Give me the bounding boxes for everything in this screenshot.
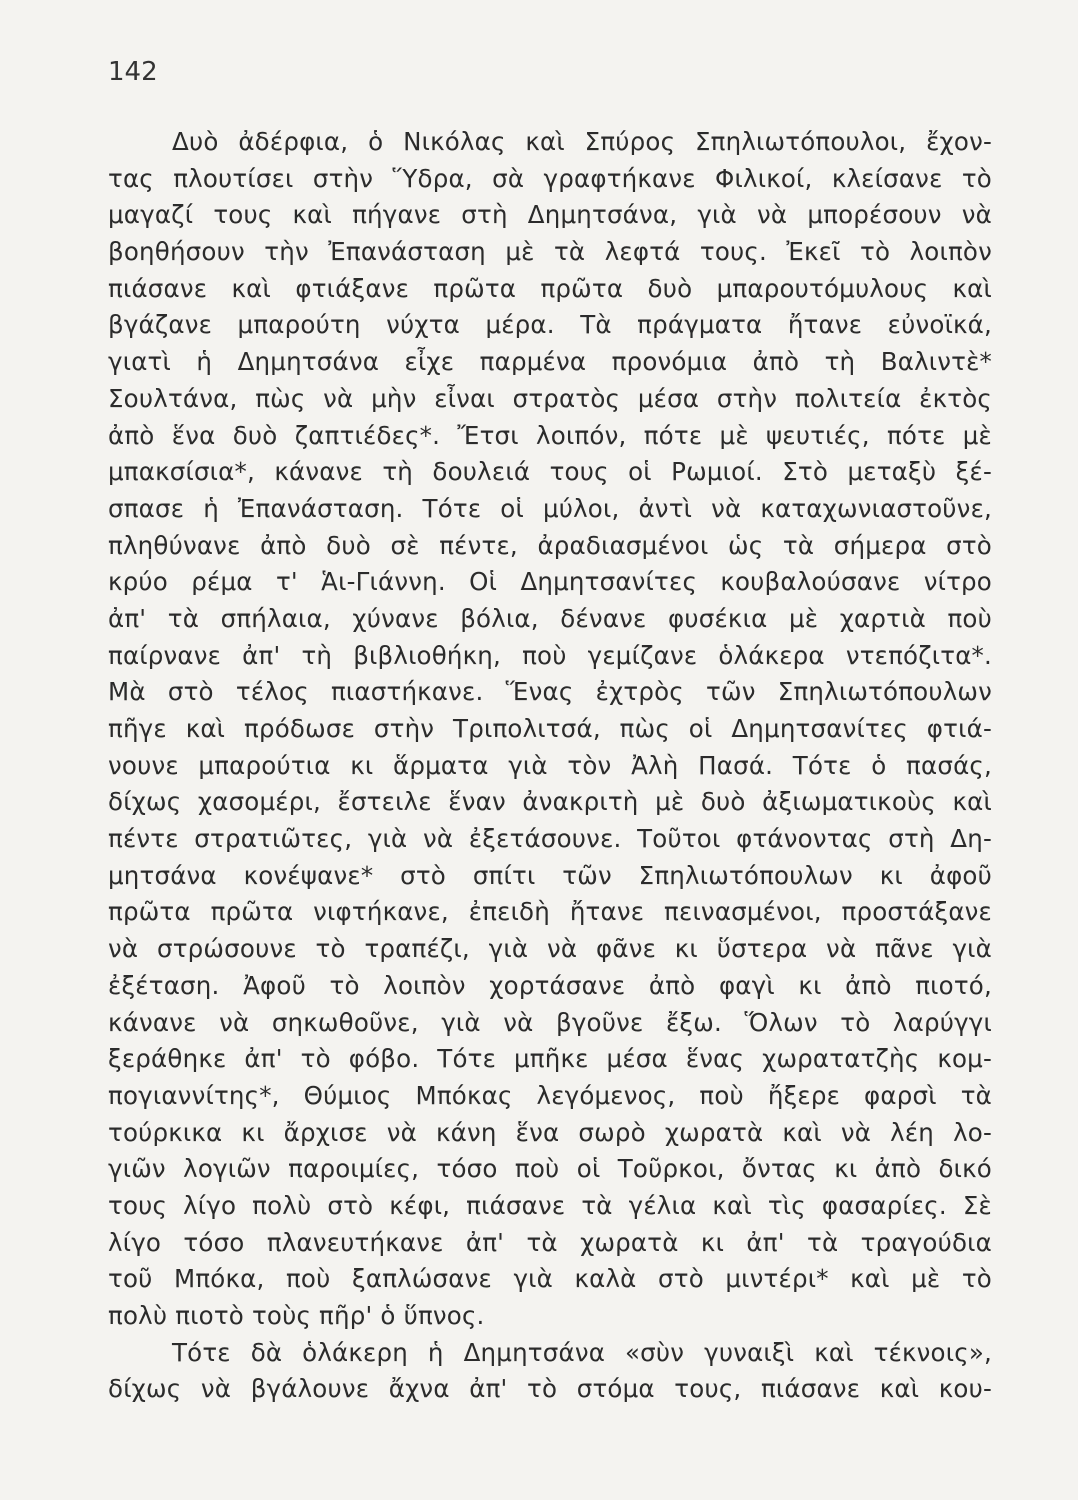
- text-line: τους λίγο πολὺ στὸ κέφι, πιάσανε τὰ γέλια καὶ τὶς φασαρίες. Σὲ: [108, 1190, 992, 1220]
- text-line: ἀπ' τὰ σπήλαια, χύνανε βόλια, δένανε φυσέκια μὲ χαρτιὰ ποὺ: [108, 603, 992, 633]
- text-line: παίρνανε ἀπ' τὴ βιβλιοθήκη, ποὺ γεμίζανε ὁλάκερα ντεπόζιτα*.: [108, 640, 992, 670]
- text-line: πολὺ πιοτὸ τοὺς πῆρ' ὁ ὕπνος.: [108, 1301, 485, 1330]
- text-line: γιατὶ ἡ Δημητσάνα εἶχε παρμένα προνόμια ἀπὸ τὴ Βαλιντὲ*: [108, 347, 992, 377]
- text-line: πέντε στρατιῶτες, γιὰ νὰ ἐξετάσουνε. Τοῦτοι φτάνοντας στὴ Δη-: [108, 824, 992, 854]
- text-line: κρύο ρέμα τ' Ἁι-Γιάννη. Οἱ Δημητσανίτες κουβαλούσανε νίτρο: [108, 567, 992, 597]
- text-line: μαγαζί τους καὶ πήγανε στὴ Δημητσάνα, γιὰ νὰ μπορέσουν νὰ: [108, 200, 992, 230]
- text-line: πῆγε καὶ πρόδωσε στὴν Τριπολιτσά, πὼς οἱ Δημητσανίτες φτιά-: [108, 714, 992, 743]
- text-line: βγάζανε μπαρούτη νύχτα μέρα. Τὰ πράγματα ἤτανε εὐνοϊκά,: [108, 310, 992, 340]
- text-line: ἀπὸ ἕνα δυὸ ζαπτιέδες*. Ἔτσι λοιπόν, πότε μὲ ψευτιές, πότε μὲ: [108, 420, 992, 450]
- text-line: βοηθήσουν τὴν Ἐπανάσταση μὲ τὰ λεφτά τους. Ἐκεῖ τὸ λοιπὸν: [108, 237, 992, 267]
- text-line: τας πλουτίσει στὴν Ὕδρα, σὰ γραφτήκανε Φιλικοί, κλείσανε τὸ: [108, 163, 992, 193]
- text-line: μπακσίσια*, κάνανε τὴ δουλειά τους οἱ Ρωμιοί. Στὸ μεταξὺ ξέ-: [108, 457, 992, 487]
- text-line: μητσάνα κονέψανε* στὸ σπίτι τῶν Σπηλιωτόπουλων κι ἀφοῦ: [108, 860, 992, 890]
- text-line: πιάσανε καὶ φτιάξανε πρῶτα πρῶτα δυὸ μπαρουτόμυλους καὶ: [108, 273, 992, 303]
- text-line: τοῦ Μπόκα, ποὺ ξαπλώσανε γιὰ καλὰ στὸ μιντέρι* καὶ μὲ τὸ: [108, 1264, 992, 1294]
- text-line: πληθύνανε ἀπὸ δυὸ σὲ πέντε, ἀραδιασμένοι ὡς τὰ σήμερα στὸ: [108, 530, 992, 560]
- text-line: ἐξέταση. Ἀφοῦ τὸ λοιπὸν χορτάσανε ἀπὸ φαγὶ κι ἀπὸ πιοτό,: [108, 970, 992, 1000]
- text-line: Τότε δὰ ὁλάκερη ἡ Δημητσάνα «σὺν γυναιξὶ καὶ τέκνοις»,: [172, 1337, 992, 1367]
- body-text: [108, 124, 992, 1408]
- text-line: δίχως νὰ βγάλουνε ἄχνα ἀπ' τὸ στόμα τους, πιάσανε καὶ κου-: [108, 1374, 992, 1404]
- page-number: 142: [108, 57, 158, 87]
- text-line: τούρκικα κι ἄρχισε νὰ κάνη ἕνα σωρὸ χωρατὰ καὶ νὰ λέη λο-: [108, 1117, 992, 1147]
- text-line: ξεράθηκε ἀπ' τὸ φόβο. Τότε μπῆκε μέσα ἕνας χωρατατζὴς κομ-: [108, 1044, 992, 1074]
- text-line: Δυὸ ἀδέρφια, ὁ Νικόλας καὶ Σπύρος Σπηλιωτόπουλοι, ἔχον-: [172, 127, 992, 156]
- text-line: γιῶν λογιῶν παροιμίες, τόσο ποὺ οἱ Τοῦρκοι, ὄντας κι ἀπὸ δικό: [108, 1154, 992, 1184]
- text-line: Σουλτάνα, πὼς νὰ μὴν εἶναι στρατὸς μέσα στὴν πολιτεία ἐκτὸς: [108, 383, 992, 413]
- text-line: πρῶτα πρῶτα νιφτήκανε, ἐπειδὴ ἤτανε πεινασμένοι, προστάξανε: [108, 897, 992, 927]
- text-line: νὰ στρώσουνε τὸ τραπέζι, γιὰ νὰ φᾶνε κι ὕστερα νὰ πᾶνε γιὰ: [108, 934, 992, 964]
- text-line: νουνε μπαρούτια κι ἅρματα γιὰ τὸν Ἀλὴ Πασά. Τότε ὁ πασάς,: [108, 750, 992, 780]
- text-line: λίγο τόσο πλανευτήκανε ἀπ' τὰ χωρατὰ κι ἀπ' τὰ τραγούδια: [108, 1227, 992, 1257]
- text-line: πογιαννίτης*, Θύμιος Μπόκας λεγόμενος, ποὺ ἤξερε φαρσὶ τὰ: [108, 1080, 992, 1110]
- text-line: κάνανε νὰ σηκωθοῦνε, γιὰ νὰ βγοῦνε ἔξω. Ὅλων τὸ λαρύγγι: [108, 1007, 992, 1037]
- text-line: Μὰ στὸ τέλος πιαστήκανε. Ἕνας ἐχτρὸς τῶν Σπηλιωτόπουλων: [108, 677, 992, 707]
- text-line: σπασε ἡ Ἐπανάσταση. Τότε οἱ μύλοι, ἀντὶ νὰ καταχωνιαστοῦνε,: [108, 493, 992, 523]
- text-line: δίχως χασομέρι, ἔστειλε ἕναν ἀνακριτὴ μὲ δυὸ ἀξιωματικοὺς καὶ: [108, 787, 992, 817]
